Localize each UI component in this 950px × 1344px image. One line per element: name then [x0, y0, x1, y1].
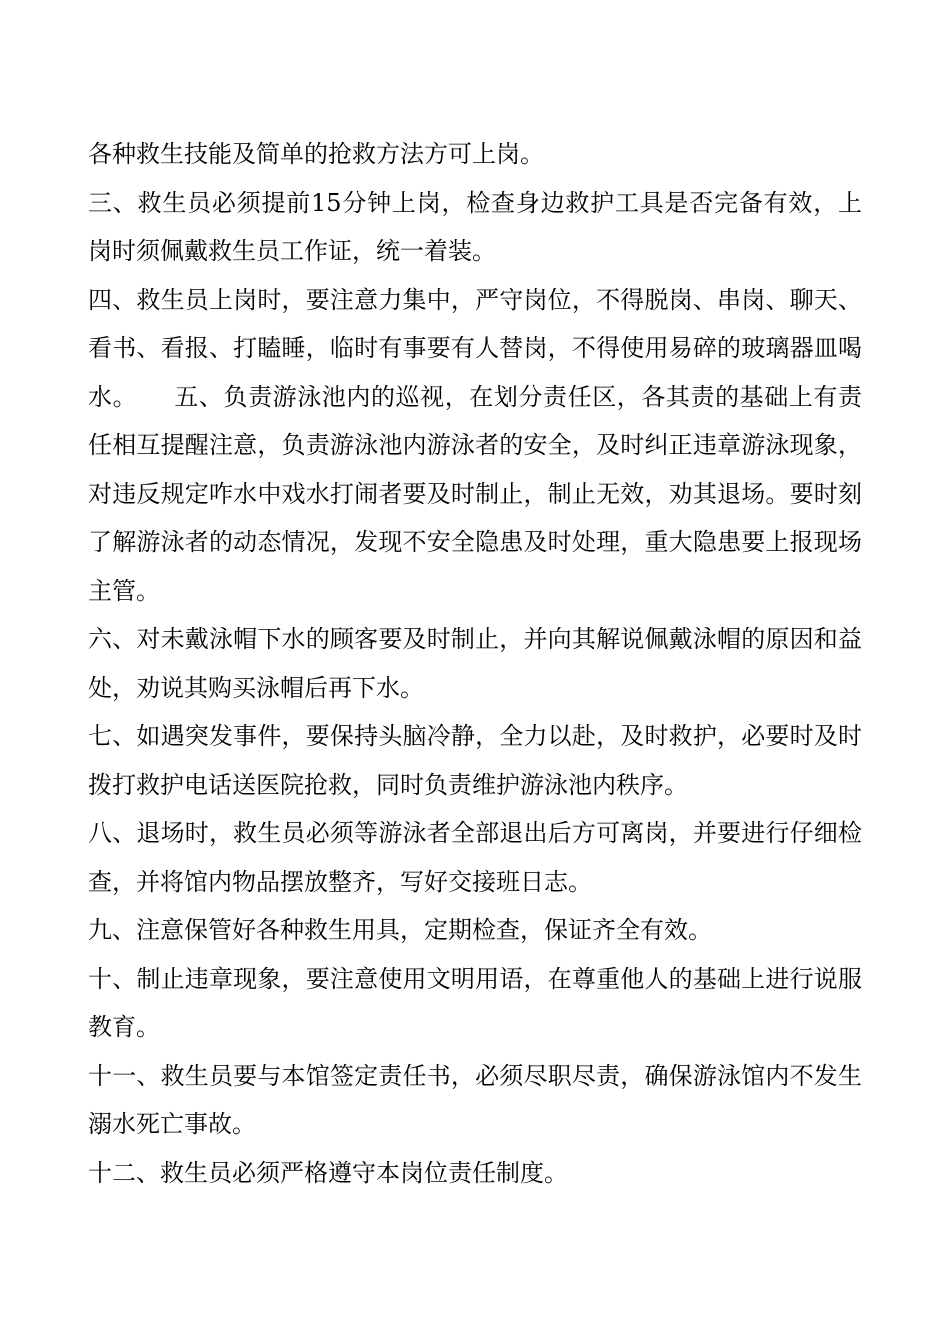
paragraph-rule-7: 七、如遇突发事件，要保持头脑冷静，全力以赴，及时救护，必要时及时拨打救护电话送医院抢救，同时负责维护游泳池内秩序。 [88, 722, 862, 799]
paragraph-rule-9: 九、注意保管好各种救生用具，定期检查，保证齐全有效。 [88, 916, 712, 944]
paragraph-rule-4-5: 四、救生员上岗时，要注意力集中，严守岗位，不得脱岗、串岗、聊天、看书、看报、打瞌睡，临时有事要有人替岗，不得使用易碎的玻璃器皿喝水。 五、负责游泳池内的巡视，在划分责任区，各其责的基础上有责任相互提醒注意，负责游泳池内游泳者的安全，及时纠正违章游泳现象，对违反规定咋水中戏水打闹者要及时制止，制止无效，劝其退场。要时刻了解游泳者的动态情况，发现不安全隐患及时处理，重大隐患要上报现场主管。 [88, 285, 862, 605]
paragraph-rule-8: 八、退场时，救生员必须等游泳者全部退出后方可离岗，并要进行仔细检查，并将馆内物品摆放整齐，写好交接班日志。 [88, 819, 862, 896]
paragraph-continuation: 各种救生技能及简单的抢救方法方可上岗。 [88, 140, 544, 168]
paragraph-rule-12: 十二、救生员必须严格遵守本岗位责任制度。 [88, 1158, 568, 1187]
paragraph-rule-6: 六、对未戴泳帽下水的顾客要及时制止，并向其解说佩戴泳帽的原因和益处，劝说其购买泳帽后再下水。 [88, 625, 862, 702]
document-body [88, 130, 862, 1197]
paragraph-rule-3: 三、救生员必须提前15分钟上岗，检查身边救护工具是否完备有效，上岗时须佩戴救生员工作证，统一着装。 [88, 188, 862, 265]
paragraph-rule-10: 十、制止违章现象，要注意使用文明用语，在尊重他人的基础上进行说服教育。 [88, 964, 862, 1041]
paragraph-rule-11: 十一、救生员要与本馆签定责任书，必须尽职尽责，确保游泳馆内不发生溺水死亡事故。 [88, 1061, 862, 1138]
